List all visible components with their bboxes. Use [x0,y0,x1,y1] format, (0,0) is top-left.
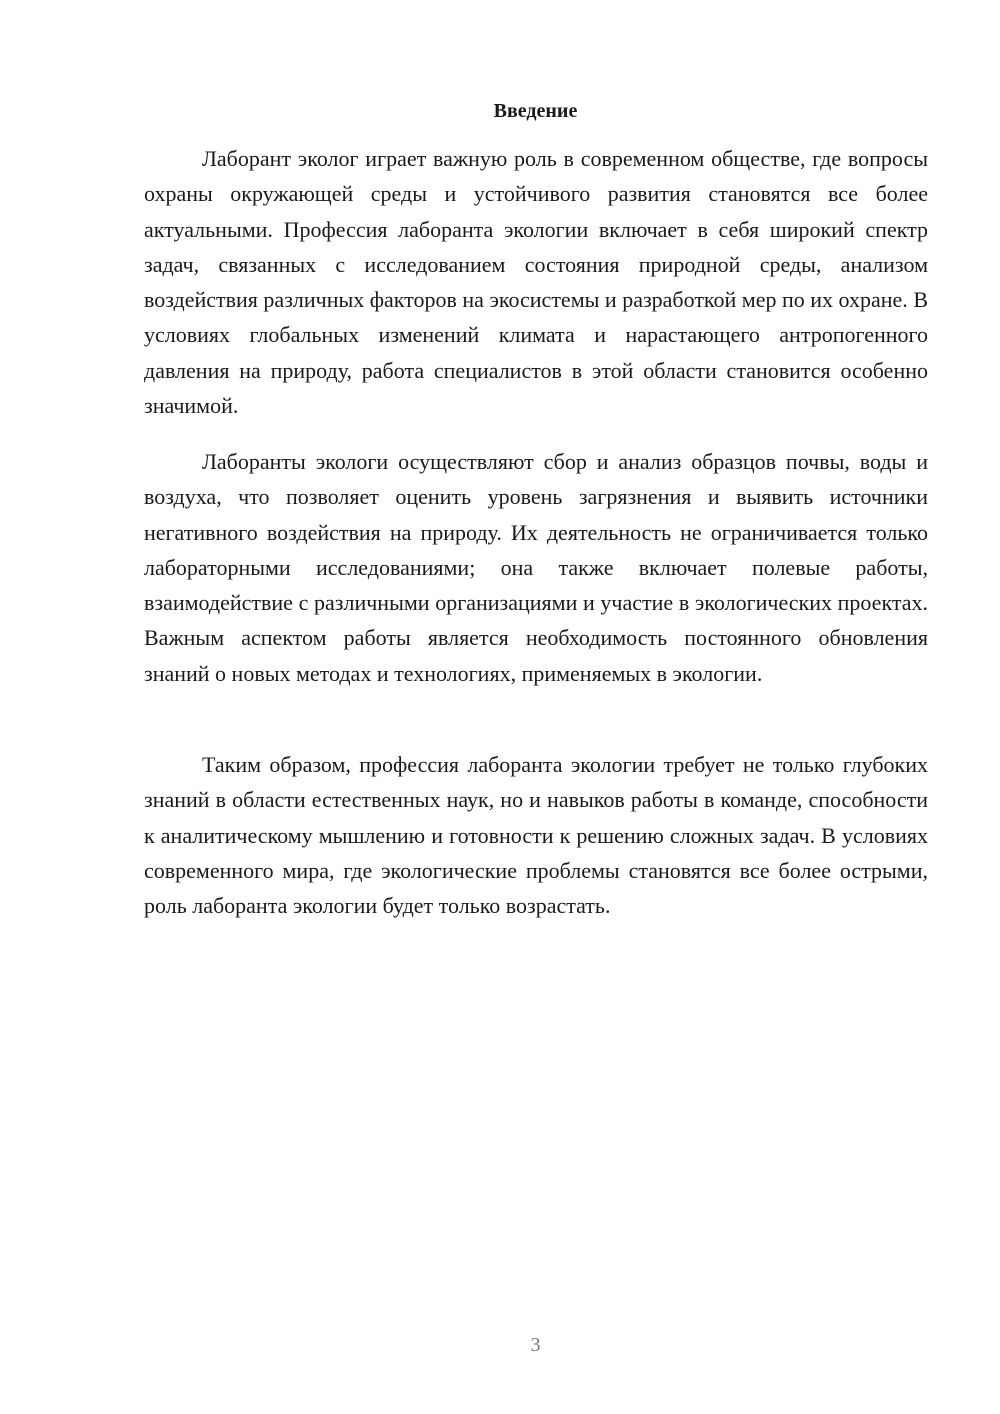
paragraph-1 [144,141,928,423]
page-number: 3 [530,1334,541,1356]
paragraph-3 [144,747,928,923]
paragraph-text: Таким образом, профессия лаборанта экологии требует не только глубоких знаний в области естественных наук, но и навыков работы в команде, способности к аналитическому мышлению и готовности к решению сложных задач. В условиях современного мира, где экологические проблемы становятся все более острыми, роль лаборанта экологии будет только возрастать. [144,752,928,919]
section-title: Введение [493,100,578,122]
paragraph-text: Лаборант эколог играет важную роль в современном обществе, где вопросы охраны окружающей среды и устойчивого развития становятся все более актуальными. Профессия лаборанта экологии включает в себя широкий спектр задач, связанных с исследованием состояния природной среды, анализом воздействия различных факторов на экосистемы и разработкой мер по их охране. В условиях глобальных изменений климата и нарастающего антропогенного давления на природу, работа специалистов в этой области становится особенно значимой. [144,146,928,419]
paragraph-2 [144,444,928,691]
paragraph-text: Лаборанты экологи осуществляют сбор и анализ образцов почвы, воды и воздуха, что позволяет оценить уровень загрязнения и выявить источники негативного воздействия на природу. Их деятельность не ограничивается только лабораторными исследованиями; она также включает полевые работы, взаимодействие с различными организациями и участие в экологических проектах. Важным аспектом работы является необходимость постоянного обновления знаний о новых методах и технологиях, применяемых в экологии. [144,449,928,686]
